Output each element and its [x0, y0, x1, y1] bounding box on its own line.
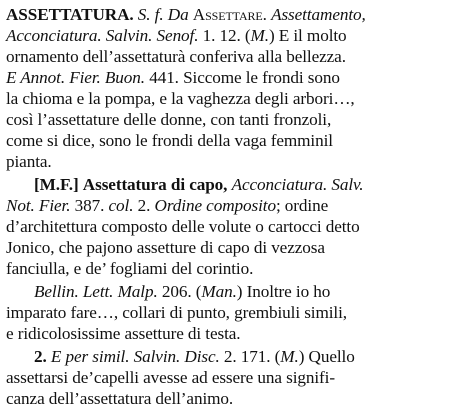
quote-text: fanciulla, e de’ fogliami del corintio. — [6, 259, 254, 278]
quote-text: 441. Siccome le frondi sono — [149, 68, 340, 87]
text-line — [6, 259, 253, 279]
citation: Not. Fier. — [6, 196, 71, 215]
text-line — [6, 68, 340, 88]
text-line — [6, 303, 347, 323]
quote-text: come si dice, sono le frondi della vaga femminil — [6, 131, 333, 150]
quote-text: Jonico, che pajono assetture di capo di vezzosa — [6, 238, 325, 257]
quote-text: la chioma e la pompa, e la vaghezza degli arbori…, — [6, 89, 355, 108]
etymology-source: Assettare. — [192, 5, 267, 24]
text-line — [6, 217, 360, 237]
quote-text: imparato fare…, collari di punto, grembiuli simili, — [6, 303, 347, 322]
text-line — [6, 131, 333, 151]
quote-text: ) E il molto — [268, 26, 347, 45]
text-line — [6, 110, 331, 130]
text-line — [6, 389, 233, 409]
citation-ref: 387. — [74, 196, 105, 215]
source-abbrev: M. — [250, 26, 269, 45]
sense-number: 2. — [34, 347, 47, 366]
text-line — [34, 175, 363, 195]
quote-text: ; ordine — [275, 196, 329, 215]
text-line — [6, 196, 328, 216]
citation-ref: 206. ( — [161, 282, 202, 301]
quote-text: pianta. — [6, 152, 52, 171]
quote-text: canza dell’assettatura dell’animo. — [6, 389, 234, 408]
quote-text: d’architettura composto delle volute o cartocci detto — [6, 217, 360, 236]
text-line — [6, 152, 52, 172]
citation: col. — [108, 196, 134, 215]
text-line — [6, 5, 366, 25]
grammar-label: S. f. Da — [137, 5, 189, 24]
synonym: Assettamento, — [271, 5, 366, 24]
text-line — [6, 368, 335, 388]
text-line — [34, 347, 355, 367]
definition-term: Ordine composito — [154, 196, 276, 215]
citation: Bellin. Lett. Malp. — [34, 282, 158, 301]
citation-ref: 1. 12. ( — [202, 26, 251, 45]
citation: Acconciatura. Salvin. Senof. — [6, 26, 199, 45]
citation: E Annot. Fier. Buon. — [6, 68, 145, 87]
source-abbrev: M. — [280, 347, 299, 366]
subentry-headword: Assettatura di capo, — [82, 175, 228, 194]
quote-text: e ridicolosissime assetture di testa. — [6, 324, 241, 343]
text-line — [6, 47, 346, 67]
quote-text: assettarsi de’capelli avesse ad essere una signifi- — [6, 368, 335, 387]
text-line — [6, 26, 347, 46]
source-abbrev: Man. — [201, 282, 237, 301]
quote-text: ) Inoltre io ho — [236, 282, 331, 301]
section-marker: [M.F.] — [34, 175, 79, 194]
text-line — [6, 89, 355, 109]
text-line — [34, 282, 330, 302]
citation-ref: 2. — [137, 196, 151, 215]
quote-text: ) Quello — [298, 347, 355, 366]
citation: Acconciatura. Salv. — [231, 175, 364, 194]
headword: ASSETTATURA. — [6, 5, 134, 24]
citation: E per simil. Salvin. Disc. — [50, 347, 220, 366]
citation-ref: 2. 171. ( — [223, 347, 281, 366]
quote-text: ornamento dell’assettaturà conferiva alla bellezza. — [6, 47, 346, 66]
text-line — [6, 324, 240, 344]
quote-text: così l’assettature delle donne, con tanti fronzoli, — [6, 110, 332, 129]
text-line — [6, 238, 325, 258]
